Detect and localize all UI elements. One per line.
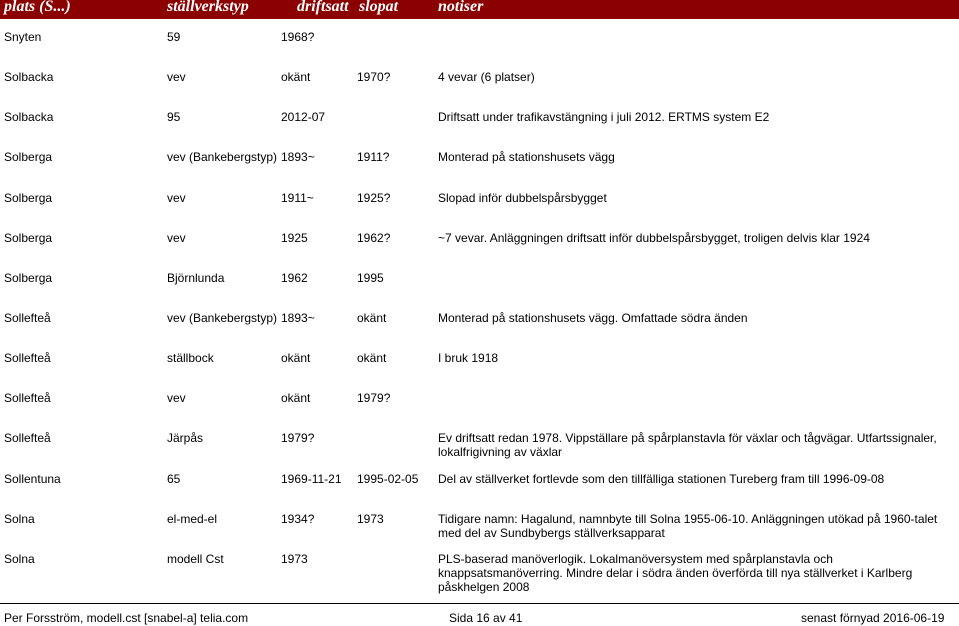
row-type: vev xyxy=(167,70,186,84)
row-place: Sollefteå xyxy=(4,351,51,365)
row-end: 1973 xyxy=(357,512,384,526)
row-place: Sollefteå xyxy=(4,311,51,325)
row-place: Solberga xyxy=(4,231,53,245)
footer-divider xyxy=(0,603,959,604)
row-start: 2012-07 xyxy=(281,110,326,124)
row-place: Solna xyxy=(4,552,35,566)
row-notes: Monterad på stationshusets vägg xyxy=(438,150,615,164)
row-notes: Ev driftsatt redan 1978. Vippställare på spårplanstavla för växlar och tågvägar. Utfartssignaler, lokalfrigivning av växlar xyxy=(438,431,937,459)
header-end: slopat xyxy=(359,0,399,15)
row-end: 1995-02-05 xyxy=(357,472,419,486)
row-place: Solberga xyxy=(4,191,53,205)
row-notes: Monterad på stationshusets vägg. Omfattade södra änden xyxy=(438,311,748,325)
row-start: 1934? xyxy=(281,512,315,526)
column-header-bar xyxy=(0,0,959,19)
row-start: 1979? xyxy=(281,431,315,445)
row-type: vev xyxy=(167,231,186,245)
footer-author: Per Forsström, modell.cst [snabel-a] telia.com xyxy=(4,611,249,625)
row-start: okänt xyxy=(281,351,311,365)
row-notes: 4 vevar (6 platser) xyxy=(438,70,535,84)
row-type: 95 xyxy=(167,110,181,124)
row-place: Sollefteå xyxy=(4,391,51,405)
row-place: Solbacka xyxy=(4,70,54,84)
row-start: 1962 xyxy=(281,271,308,285)
row-place: Solberga xyxy=(4,150,53,164)
row-end: 1979? xyxy=(357,391,391,405)
header-place: plats (S...) xyxy=(4,0,71,15)
row-start: 1925 xyxy=(281,231,308,245)
row-notes: PLS-baserad manöverlogik. Lokalmanöversystem med spårplanstavla och knappsatsmanöverring. Mindre delar i södra änden överförda till nya ställverket i Karlberg påskhelgen 2008 xyxy=(438,552,913,594)
row-type: 59 xyxy=(167,30,181,44)
row-start: 1893~ xyxy=(281,150,315,164)
row-type: modell Cst xyxy=(167,552,224,566)
row-start: 1973 xyxy=(281,552,308,566)
row-end: okänt xyxy=(357,311,387,325)
row-start: okänt xyxy=(281,70,311,84)
header-notes: notiser xyxy=(438,0,484,15)
row-type: el-med-el xyxy=(167,512,218,526)
row-end: 1911? xyxy=(357,150,390,164)
row-notes: Tidigare namn: Hagalund, namnbyte till Solna 1955-06-10. Anläggningen utökad på 1960-talet med del av Sundbybergs ställverksapparat xyxy=(438,512,938,540)
row-end: 1970? xyxy=(357,70,391,84)
row-type: vev (Bankebergstyp) xyxy=(167,150,278,164)
row-notes: ~7 vevar. Anläggningen driftsatt inför dubbelspårsbygget, troligen delvis klar 1924 xyxy=(438,231,870,245)
row-type: vev xyxy=(167,391,186,405)
footer-updated: senast förnyad 2016-06-19 xyxy=(801,611,945,625)
row-type: Järpås xyxy=(167,431,204,445)
row-notes: Driftsatt under trafikavstängning i juli 2012. ERTMS system E2 xyxy=(438,110,770,124)
row-start: 1969-11-21 xyxy=(281,472,342,486)
footer-page-number: Sida 16 av 41 xyxy=(449,611,523,625)
header-type: ställverkstyp xyxy=(167,0,249,15)
row-place: Snyten xyxy=(4,30,42,44)
row-type: vev xyxy=(167,191,186,205)
row-type: ställbock xyxy=(167,351,214,365)
row-place: Sollefteå xyxy=(4,431,51,445)
row-start: 1893~ xyxy=(281,311,315,325)
row-notes: I bruk 1918 xyxy=(438,351,499,365)
row-type: Björnlunda xyxy=(167,271,225,285)
row-place: Solberga xyxy=(4,271,53,285)
row-end: 1995 xyxy=(357,271,384,285)
row-start: okänt xyxy=(281,391,311,405)
row-place: Sollentuna xyxy=(4,472,61,486)
row-type: 65 xyxy=(167,472,181,486)
header-start: driftsatt xyxy=(297,0,349,15)
row-type: vev (Bankebergstyp) xyxy=(167,311,278,325)
row-place: Solbacka xyxy=(4,110,54,124)
row-end: okänt xyxy=(357,351,387,365)
row-notes: Del av ställverket fortlevde som den tillfälliga stationen Tureberg fram till 1996-09-08 xyxy=(438,472,885,486)
row-end: 1962? xyxy=(357,231,391,245)
row-start: 1968? xyxy=(281,30,315,44)
row-start: 1911~ xyxy=(281,191,314,205)
row-place: Solna xyxy=(4,512,35,526)
row-end: 1925? xyxy=(357,191,391,205)
row-notes: Slopad inför dubbelspårsbygget xyxy=(438,191,607,205)
